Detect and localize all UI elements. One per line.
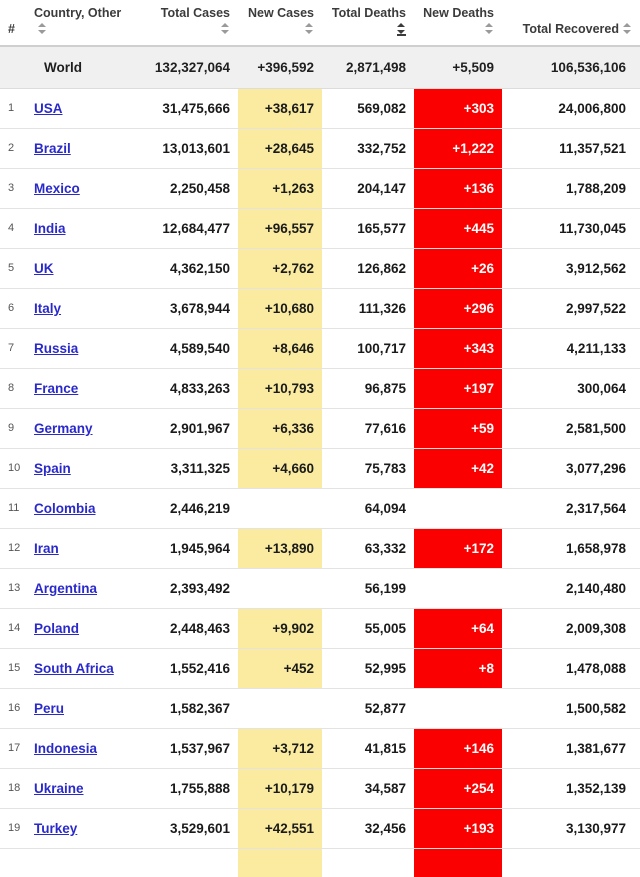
country-link[interactable]: Italy [34,300,62,316]
row-total-recovered: 24,006,800 [502,88,640,128]
row-total-cases: 1,537,967 [142,728,238,768]
row-total-deaths: 55,005 [322,608,414,648]
row-country-cell [26,648,142,688]
row-total-deaths: 63,332 [322,528,414,568]
row-total-recovered: 2,997,522 [502,288,640,328]
row-cell-partial [142,848,238,877]
table-row [0,768,640,808]
row-cell-partial [414,848,502,877]
row-country-cell [26,88,142,128]
table-row [0,408,640,448]
row-total-recovered: 4,211,133 [502,328,640,368]
country-link[interactable]: UK [34,260,54,276]
row-total-cases: 2,901,967 [142,408,238,448]
table-row [0,168,640,208]
row-new-deaths [414,568,502,608]
row-new-deaths: +445 [414,208,502,248]
row-total-recovered: 2,140,480 [502,568,640,608]
table-row [0,128,640,168]
row-new-deaths: +146 [414,728,502,768]
row-new-deaths: +26 [414,248,502,288]
table-row [0,648,640,688]
row-total-recovered: 3,077,296 [502,448,640,488]
country-link[interactable]: Turkey [34,820,78,836]
row-total-cases: 3,529,601 [142,808,238,848]
row-total-cases: 4,589,540 [142,328,238,368]
row-country-cell [26,528,142,568]
column-header-total-deaths-label: Total Deaths [331,6,406,20]
row-total-recovered: 300,064 [502,368,640,408]
row-rank: 11 [0,488,26,528]
row-total-cases: 12,684,477 [142,208,238,248]
row-new-cases: +10,179 [238,768,322,808]
row-total-deaths: 64,094 [322,488,414,528]
row-total-cases: 2,250,458 [142,168,238,208]
row-rank: 17 [0,728,26,768]
country-link[interactable]: Germany [34,420,93,436]
sort-both-icon-new-cases[interactable] [305,23,314,34]
row-new-deaths: +296 [414,288,502,328]
world-total-recovered: 106,536,106 [502,46,640,88]
row-total-deaths: 332,752 [322,128,414,168]
table-row [0,288,640,328]
row-new-cases [238,488,322,528]
row-total-deaths: 111,326 [322,288,414,328]
country-link[interactable]: USA [34,100,63,116]
row-new-cases: +96,557 [238,208,322,248]
row-total-deaths: 569,082 [322,88,414,128]
country-link[interactable]: Ukraine [34,780,84,796]
row-total-deaths: 165,577 [322,208,414,248]
row-new-deaths: +197 [414,368,502,408]
column-header-country-label: Country, Other [34,6,122,20]
sort-descending-icon-total-deaths[interactable] [397,23,406,34]
world-label: World [26,46,142,88]
row-new-cases: +28,645 [238,128,322,168]
row-total-recovered: 11,730,045 [502,208,640,248]
row-rank: 8 [0,368,26,408]
row-total-deaths: 100,717 [322,328,414,368]
row-country-cell [26,608,142,648]
world-total-cases: 132,327,064 [142,46,238,88]
column-header-new-cases[interactable] [238,0,322,46]
row-country-cell [26,288,142,328]
row-total-cases: 1,755,888 [142,768,238,808]
row-rank: 19 [0,808,26,848]
row-rank: 2 [0,128,26,168]
row-new-deaths: +254 [414,768,502,808]
country-link[interactable]: Colombia [34,500,96,516]
row-new-deaths: +136 [414,168,502,208]
row-rank: 4 [0,208,26,248]
world-new-cases: +396,592 [238,46,322,88]
row-total-recovered: 2,317,564 [502,488,640,528]
row-cell-partial [0,848,26,877]
row-new-deaths: +343 [414,328,502,368]
table-header [0,0,640,46]
row-country-cell [26,768,142,808]
row-rank: 3 [0,168,26,208]
row-new-deaths: +1,222 [414,128,502,168]
row-total-cases: 13,013,601 [142,128,238,168]
row-total-deaths: 75,783 [322,448,414,488]
row-country-cell [26,568,142,608]
row-rank: 14 [0,608,26,648]
row-new-deaths [414,688,502,728]
row-total-recovered: 2,581,500 [502,408,640,448]
row-new-cases: +10,680 [238,288,322,328]
row-rank: 18 [0,768,26,808]
row-country-cell [26,728,142,768]
table-body [0,46,640,877]
row-new-cases: +38,617 [238,88,322,128]
sort-both-icon-new-deaths[interactable] [485,23,494,34]
row-country-cell [26,408,142,448]
column-header-total-recovered-label: Total Recovered [522,21,619,36]
table-row [0,488,640,528]
row-new-deaths: +172 [414,528,502,568]
row-total-recovered: 3,912,562 [502,248,640,288]
table-row [0,368,640,408]
column-header-rank[interactable] [0,0,26,46]
header-row [0,0,640,46]
row-new-deaths: +59 [414,408,502,448]
row-total-deaths: 77,616 [322,408,414,448]
table-row [0,568,640,608]
row-cell-partial [238,848,322,877]
row-new-cases: +2,762 [238,248,322,288]
table-row-world [0,46,640,88]
row-new-cases [238,568,322,608]
sort-both-icon-country[interactable] [38,23,47,34]
country-link[interactable]: Iran [34,540,59,556]
row-country-cell [26,248,142,288]
row-country-cell [26,328,142,368]
column-header-new-cases-label: New Cases [247,6,314,20]
row-rank: 7 [0,328,26,368]
row-new-cases: +10,793 [238,368,322,408]
row-total-recovered: 11,357,521 [502,128,640,168]
row-new-cases: +3,712 [238,728,322,768]
row-total-recovered: 2,009,308 [502,608,640,648]
country-link[interactable]: Argentina [34,580,98,596]
row-total-deaths: 34,587 [322,768,414,808]
table-row [0,88,640,128]
row-total-cases: 2,393,492 [142,568,238,608]
table-row [0,208,640,248]
table-row [0,608,640,648]
row-total-cases: 1,582,367 [142,688,238,728]
country-link[interactable]: Peru [34,700,65,716]
row-new-cases [238,688,322,728]
row-country-cell [26,128,142,168]
country-link[interactable]: Poland [34,620,80,636]
row-rank: 15 [0,648,26,688]
table-row [0,728,640,768]
row-country-cell [26,488,142,528]
row-new-deaths: +303 [414,88,502,128]
table-row [0,248,640,288]
row-new-cases: +42,551 [238,808,322,848]
row-total-deaths: 96,875 [322,368,414,408]
table-row [0,688,640,728]
row-total-cases: 2,448,463 [142,608,238,648]
row-total-cases: 1,945,964 [142,528,238,568]
row-country-cell [26,368,142,408]
row-total-recovered: 1,500,582 [502,688,640,728]
row-total-deaths: 56,199 [322,568,414,608]
country-link[interactable]: Russia [34,340,79,356]
row-new-deaths: +8 [414,648,502,688]
row-new-cases: +1,263 [238,168,322,208]
column-header-rank-label: # [8,21,15,36]
row-new-cases: +13,890 [238,528,322,568]
row-new-cases: +9,902 [238,608,322,648]
table-row [0,528,640,568]
country-link[interactable]: Indonesia [34,740,98,756]
row-country-cell [26,168,142,208]
row-total-cases: 3,678,944 [142,288,238,328]
row-total-cases: 31,475,666 [142,88,238,128]
row-new-cases: +452 [238,648,322,688]
row-rank: 6 [0,288,26,328]
table-row [0,808,640,848]
row-rank: 9 [0,408,26,448]
country-link[interactable]: Brazil [34,140,71,156]
row-total-deaths: 204,147 [322,168,414,208]
column-header-new-deaths[interactable] [414,0,502,46]
row-country-cell [26,688,142,728]
world-new-deaths: +5,509 [414,46,502,88]
row-cell-partial [502,848,640,877]
row-new-deaths: +193 [414,808,502,848]
country-link[interactable]: India [34,220,66,236]
row-total-recovered: 1,352,139 [502,768,640,808]
row-rank: 10 [0,448,26,488]
world-rank [0,46,26,88]
row-total-recovered: 1,381,677 [502,728,640,768]
column-header-total-recovered[interactable] [502,0,640,46]
column-header-new-deaths-label: New Deaths [423,6,494,20]
row-new-deaths: +64 [414,608,502,648]
row-country-cell [26,208,142,248]
row-total-deaths: 32,456 [322,808,414,848]
column-header-total-cases-label: Total Cases [160,6,230,20]
table-row [0,848,640,877]
row-rank: 1 [0,88,26,128]
row-total-deaths: 41,815 [322,728,414,768]
row-rank: 13 [0,568,26,608]
row-total-cases: 4,362,150 [142,248,238,288]
row-total-cases: 2,446,219 [142,488,238,528]
row-new-cases: +4,660 [238,448,322,488]
row-rank: 12 [0,528,26,568]
row-new-deaths: +42 [414,448,502,488]
row-new-deaths [414,488,502,528]
column-header-total-cases[interactable] [142,0,238,46]
row-country-cell [26,448,142,488]
row-cell-partial [26,848,142,877]
row-total-recovered: 3,130,977 [502,808,640,848]
row-total-cases: 1,552,416 [142,648,238,688]
row-total-recovered: 1,478,088 [502,648,640,688]
row-new-cases: +8,646 [238,328,322,368]
column-header-total-deaths[interactable] [322,0,414,46]
row-total-recovered: 1,788,209 [502,168,640,208]
row-country-cell [26,808,142,848]
row-total-recovered: 1,658,978 [502,528,640,568]
row-total-cases: 3,311,325 [142,448,238,488]
row-total-deaths: 126,862 [322,248,414,288]
column-header-country[interactable] [26,0,142,46]
country-link[interactable]: Spain [34,460,71,476]
row-cell-partial [322,848,414,877]
row-new-cases: +6,336 [238,408,322,448]
row-rank: 5 [0,248,26,288]
row-total-cases: 4,833,263 [142,368,238,408]
sort-both-icon-total-recovered[interactable] [623,23,632,34]
row-rank: 16 [0,688,26,728]
country-link[interactable]: South Africa [34,660,114,676]
row-total-deaths: 52,995 [322,648,414,688]
sort-both-icon-total-cases[interactable] [221,23,230,34]
country-link[interactable]: Mexico [34,180,80,196]
table-row [0,328,640,368]
country-link[interactable]: France [34,380,79,396]
row-total-deaths: 52,877 [322,688,414,728]
table-row [0,448,640,488]
world-total-deaths: 2,871,498 [322,46,414,88]
